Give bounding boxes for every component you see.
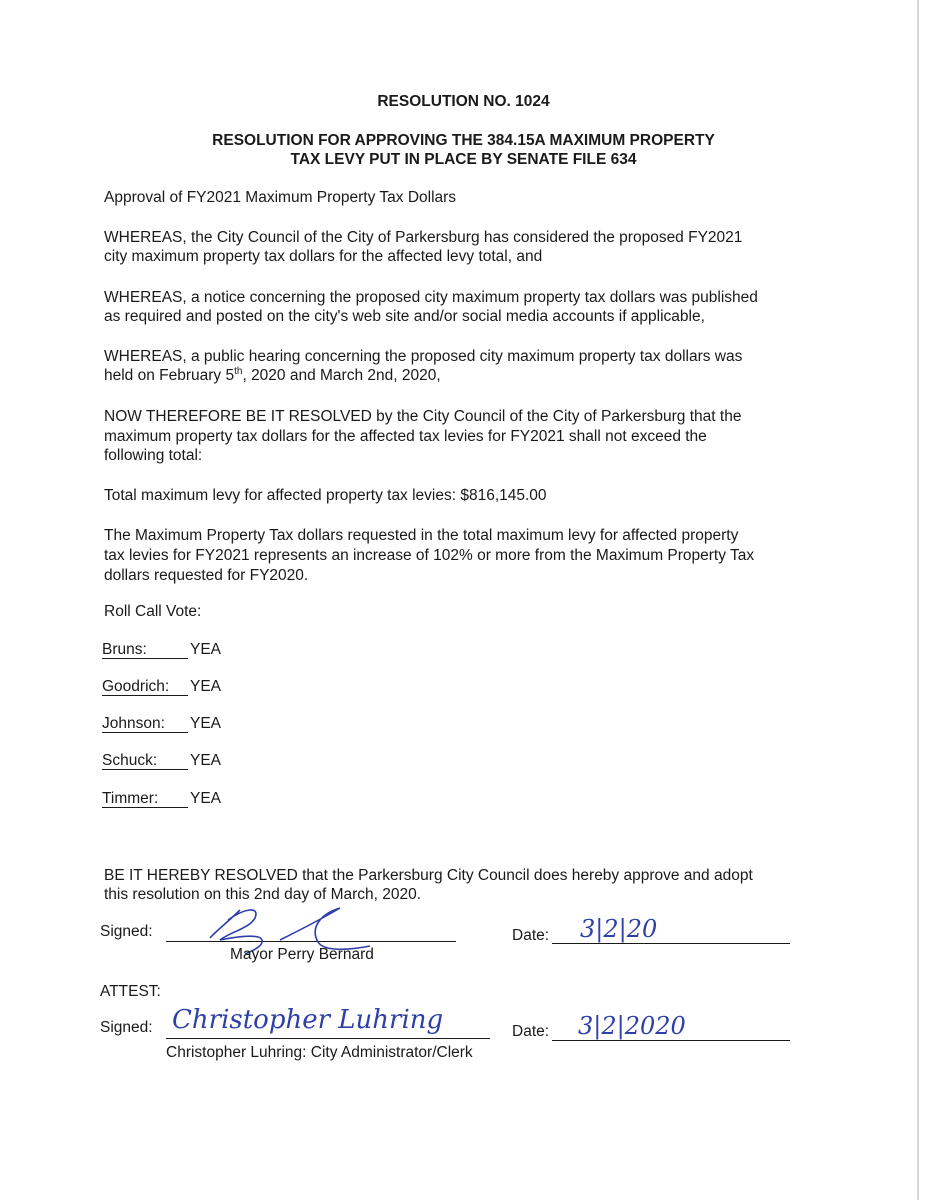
clerk-name: Christopher Luhring: City Administrator/Clerk [166, 1044, 473, 1061]
whereas-3-line-2: held on February 5th, 2020 and March 2nd, 2020, [104, 365, 441, 384]
approval-line: Approval of FY2021 Maximum Property Tax Dollars [104, 189, 457, 206]
resolved-line-2: maximum property tax dollars for the affected tax levies for FY2021 shall not exceed the [104, 428, 707, 445]
whereas-1-line-2: city maximum property tax dollars for the affected levy total, and [104, 248, 543, 265]
vote-value: YEA [190, 715, 222, 732]
ordinal-suffix: th [234, 365, 243, 377]
resolved-line-1: NOW THEREFORE BE IT RESOLVED by the City Council of the City of Parkersburg that the [104, 408, 742, 425]
council-member-name: Schuck: [102, 752, 188, 770]
resolution-number: RESOLUTION NO. 1024 [377, 93, 550, 110]
vote-row [102, 751, 221, 770]
clerk-signature-line [166, 1038, 490, 1039]
council-member-name: Goodrich: [102, 678, 188, 696]
roll-call-label: Roll Call Vote: [104, 603, 202, 620]
vote-row [102, 677, 221, 696]
adopt-line-1: BE IT HEREBY RESOLVED that the Parkersburg City Council does hereby approve and adopt [104, 867, 753, 884]
mayor-date-label: Date: [512, 927, 550, 944]
vote-value: YEA [190, 752, 222, 769]
vote-value: YEA [190, 790, 222, 807]
vote-row [102, 640, 221, 659]
mayor-signed-label: Signed: [100, 923, 153, 940]
clerk-date-line [552, 1040, 790, 1041]
mayor-date-handwritten: 3|2|20 [580, 915, 658, 943]
increase-line-2: tax levies for FY2021 represents an increase of 102% or more from the Maximum Property Tax [104, 547, 755, 564]
resolution-title-line-2: TAX LEVY PUT IN PLACE BY SENATE FILE 634 [290, 151, 637, 168]
page-edge [917, 0, 919, 1200]
attest-label: ATTEST: [100, 983, 161, 1000]
council-member-name: Timmer: [102, 790, 188, 808]
adopt-line-2: this resolution on this 2nd day of March, 2020. [104, 886, 422, 903]
clerk-date-label: Date: [512, 1023, 550, 1040]
whereas-2-line-2: as required and posted on the city's web site and/or social media accounts if applicable, [104, 308, 705, 325]
clerk-signed-label: Signed: [100, 1019, 153, 1036]
mayor-date-line [552, 943, 790, 944]
increase-line-3: dollars requested for FY2020. [104, 567, 309, 584]
whereas-2-line-1: WHEREAS, a notice concerning the proposed city maximum property tax dollars was published [104, 289, 758, 306]
clerk-date-handwritten: 3|2|2020 [578, 1012, 686, 1040]
council-member-name: Johnson: [102, 715, 188, 733]
vote-value: YEA [190, 678, 222, 695]
resolution-title-line-1: RESOLUTION FOR APPROVING THE 384.15A MAXIMUM PROPERTY [212, 132, 715, 149]
council-member-name: Bruns: [102, 641, 188, 659]
increase-line-1: The Maximum Property Tax dollars requested in the total maximum levy for affected property [104, 527, 739, 544]
clerk-signature: Christopher Luhring [172, 1005, 444, 1035]
total-levy-line: Total maximum levy for affected property tax levies: $816,145.00 [104, 487, 547, 504]
whereas-1-line-1: WHEREAS, the City Council of the City of Parkersburg has considered the proposed FY2021 [104, 229, 743, 246]
vote-row [102, 789, 221, 808]
resolved-line-3: following total: [104, 447, 203, 464]
mayor-name: Mayor Perry Bernard [230, 946, 374, 963]
vote-row [102, 714, 221, 733]
vote-value: YEA [190, 641, 222, 658]
whereas-3-line-1: WHEREAS, a public hearing concerning the proposed city maximum property tax dollars was [104, 348, 743, 365]
